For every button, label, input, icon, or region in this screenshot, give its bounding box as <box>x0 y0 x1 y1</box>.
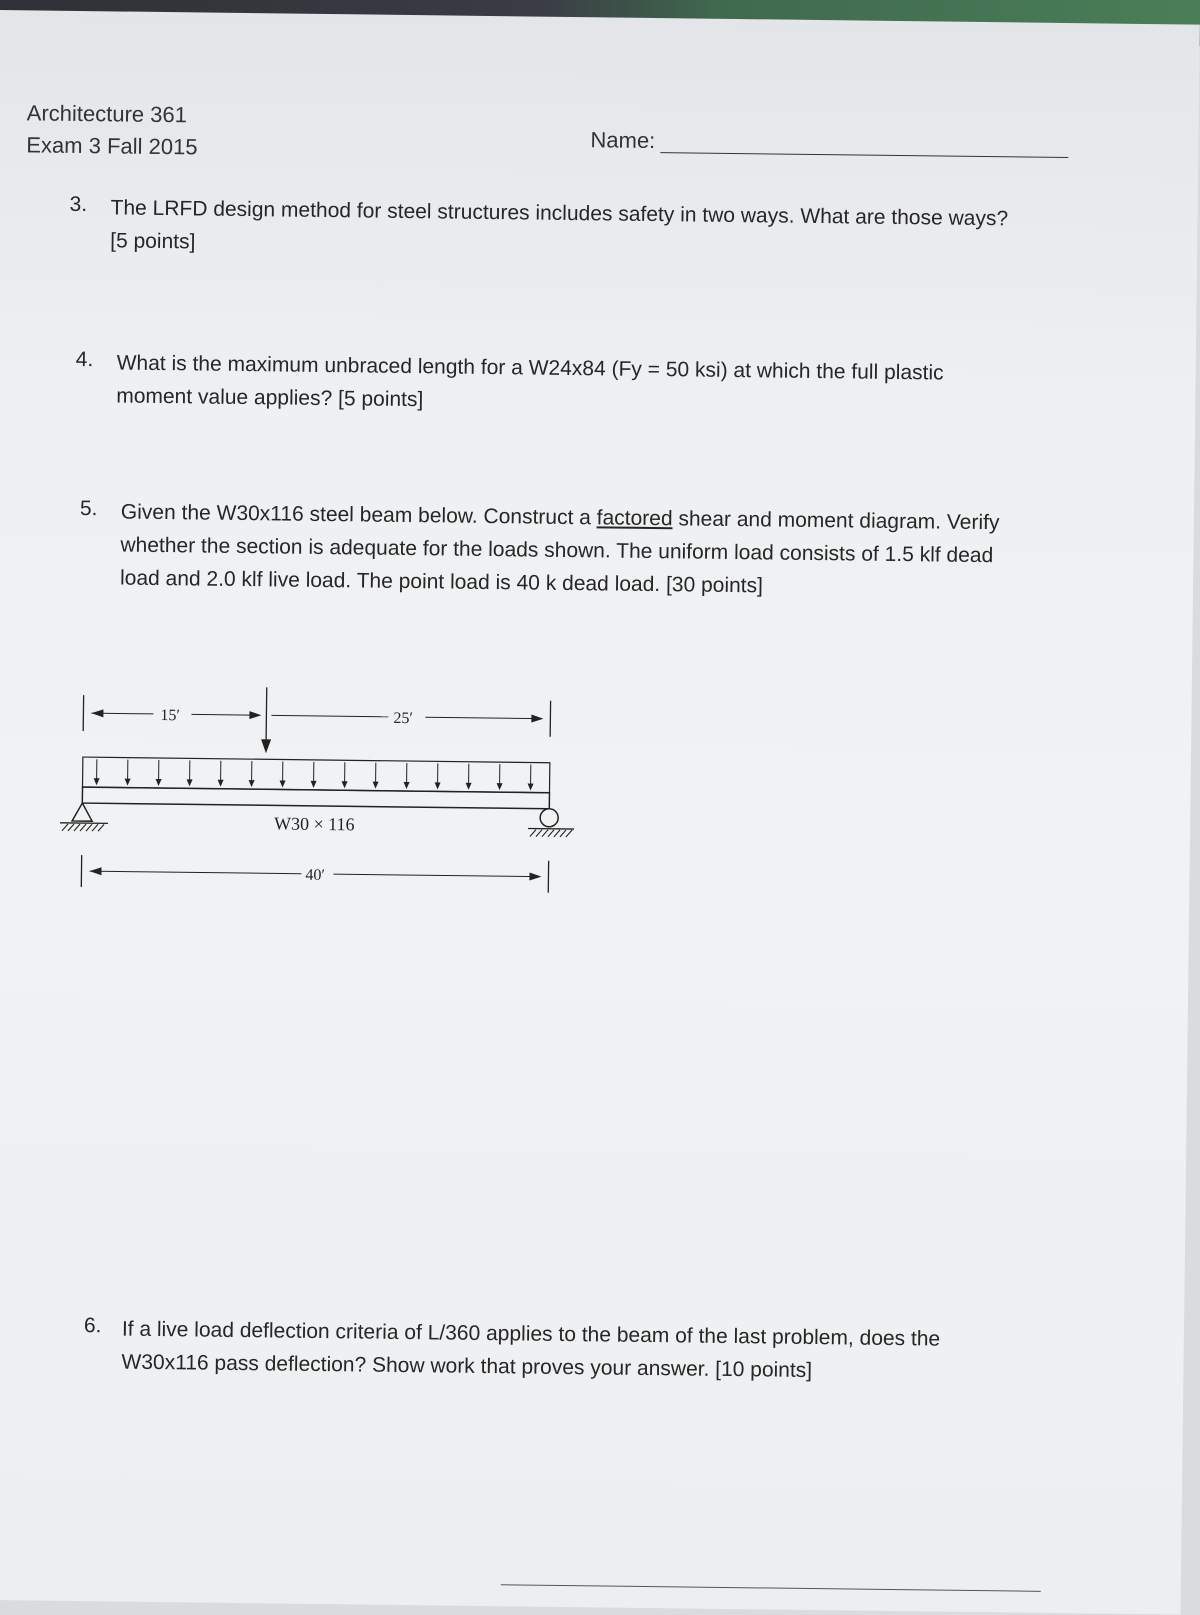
dimension-15ft: 15′ <box>160 707 180 724</box>
question-3-line-1: The LRFD design method for steel structures includes safety in two ways. What are those ways? <box>110 191 1070 236</box>
name-field-line[interactable] <box>660 152 1068 158</box>
question-6-line-2: W30x116 pass deflection? Show work that proves your answer. [10 points] <box>121 1346 1081 1391</box>
beam <box>82 787 549 809</box>
dimension-40ft: 40′ <box>305 867 325 884</box>
dimension-25ft: 25′ <box>393 710 413 727</box>
question-3 <box>110 191 1071 269</box>
beam-diagram <box>51 679 594 916</box>
question-4-line-2: moment value applies? [5 points] <box>116 379 1076 424</box>
factored-underlined: factored <box>597 506 673 530</box>
pin-support <box>60 803 108 832</box>
question-6-line-1: If a live load deflection criteria of L/360 applies to the beam of the last problem, does the <box>122 1313 1082 1358</box>
bottom-dimension <box>81 855 548 893</box>
page-bottom-line <box>501 1584 1041 1592</box>
question-4 <box>116 346 1077 424</box>
question-3-line-2: [5 points] <box>110 224 1070 269</box>
question-5-line-2: whether the section is adequate for the loads shown. The uniform load consists of 1.5 klf dead <box>120 529 1080 574</box>
question-6-number: 6. <box>84 1314 102 1338</box>
question-6 <box>121 1313 1082 1391</box>
beam-label: W30 × 116 <box>274 813 355 834</box>
exam-page <box>0 10 1200 1615</box>
name-label: Name: <box>590 123 655 158</box>
roller-support <box>528 809 574 838</box>
question-5-line-3: load and 2.0 klf live load. The point load is 40 k dead load. [30 points] <box>120 562 1080 607</box>
exam-title: Exam 3 Fall 2015 <box>26 128 198 164</box>
point-load-arrow <box>261 687 272 753</box>
course-title: Architecture 361 <box>27 96 188 132</box>
question-5-line-1-start: Given the W30x116 steel beam below. Construct a <box>121 501 597 530</box>
question-5 <box>120 496 1081 607</box>
top-dimension <box>83 695 550 737</box>
question-4-line-1: What is the maximum unbraced length for a W24x84 (Fy = 50 ksi) at which the full plastic <box>116 346 1076 391</box>
question-3-number: 3. <box>69 193 87 217</box>
question-5-number: 5. <box>80 497 98 521</box>
question-4-number: 4. <box>76 348 94 372</box>
question-5-line-1-end: shear and moment diagram. Verify <box>672 507 999 534</box>
